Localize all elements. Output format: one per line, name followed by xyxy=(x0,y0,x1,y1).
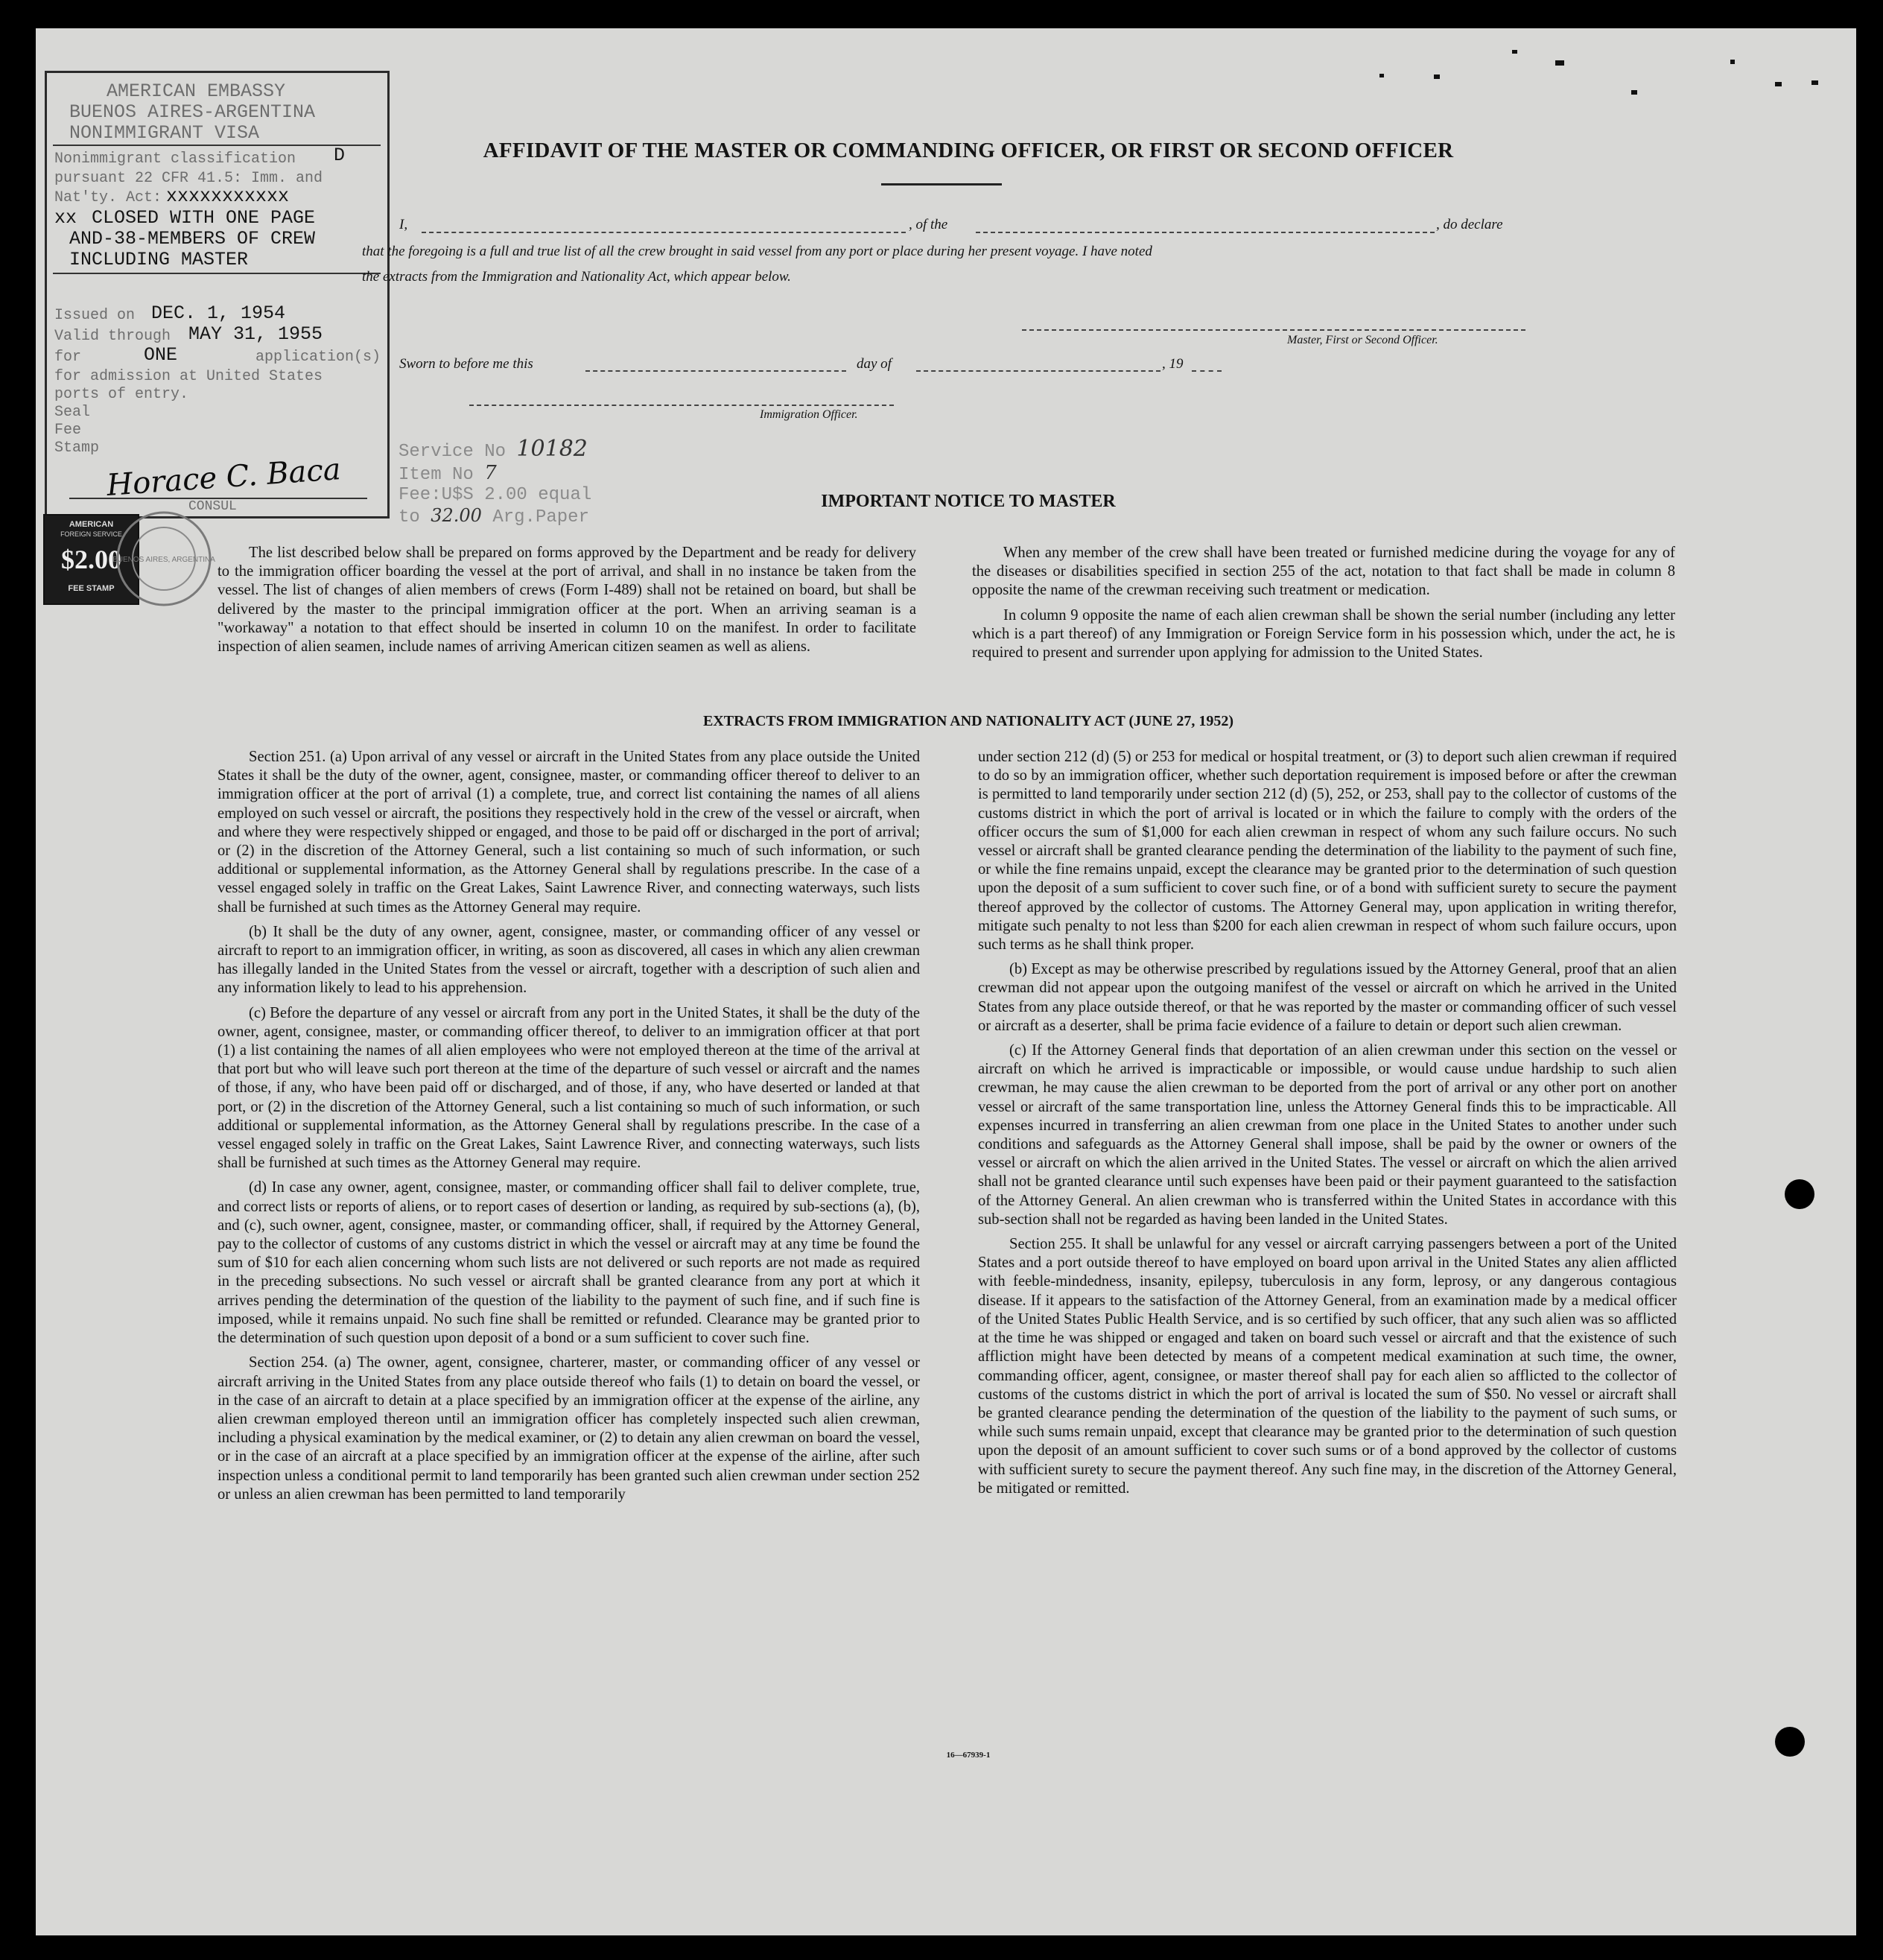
notice-title: IMPORTANT NOTICE TO MASTER xyxy=(821,492,1116,511)
fee-stamp-service: FOREIGN SERVICE xyxy=(60,530,122,538)
extract-section-251d: (d) In case any owner, agent, consignee, master, or commanding officer shall fail to deliver complete, true, and correct lists or reports of aliens, or to report cases of desertion or landing, as required by sub-sections (a), (b), and (c), such owner, agent, consignee, master, or commanding officer, shall, if required by the Attorney General, pay to the collector of customs of any customs district in which the vessel or aircraft may at any time be found the sum of $10 for each alien concerning whom such lists are not delivered or such reports are not made as required in the preceding subsections. No such vessel or aircraft shall be granted clearance from any port at which it arrives pending the determination of the question of the liability to the payment of such fine, and if such fine is imposed, while it remains unpaid. No such fine shall be remitted or refunded. Clearance may be granted prior to the determination of such question upon deposit of a bond or a sum sufficient to cover such fine. xyxy=(217,1179,920,1347)
stamp-issued-value: DEC. 1, 1954 xyxy=(151,302,286,324)
extract-section-251a: Section 251. (a) Upon arrival of any vessel or aircraft in the United States from any place outside the United States it shall be the duty of the owner, agent, consignee, master, or commanding officer thereof to deliver to an immigration officer at the port of arrival (1) a complete, true, and correct list containing the names of all aliens employed on such vessel or aircraft, the positions they respectively hold in the crew of the vessel or aircraft, when and where they were respectively shipped or engaged, and those to be paid off or discharged in the port of arrival; or (2) in the discretion of the Attorney General, such a list containing so much of such information, or such additional or supplemental information, as the Attorney General shall by regulations prescribe. In the case of a vessel engaged solely in traffic on the Great Lakes, Saint Lawrence River, and connecting waterways, such lists shall be furnished at such times as the Attorney General may require. xyxy=(217,749,920,916)
fee-seal-text: BUENOS AIRES, ARGENTINA xyxy=(112,556,215,564)
day-of-label: day of xyxy=(857,356,892,372)
speck xyxy=(1434,74,1440,79)
item-no-value: 7 xyxy=(484,462,497,484)
stamp-class-value: D xyxy=(334,145,346,166)
extracts-left-column xyxy=(217,748,920,1504)
stamp-issued-label: Issued on xyxy=(54,307,136,324)
stamp-for-value: ONE xyxy=(144,344,178,366)
service-no-label: Service No xyxy=(398,442,507,462)
consul-signature: Horace C. Baca xyxy=(105,452,343,503)
fee-stamp-bottom: FEE STAMP xyxy=(68,584,115,593)
stamp-fee: Fee xyxy=(54,422,82,439)
sworn-label: Sworn to before me this xyxy=(399,356,533,372)
punch-hole xyxy=(1775,1727,1805,1757)
item-no-label: Item No xyxy=(398,465,474,485)
fee-line: Fee:U$S 2.00 equal xyxy=(398,485,592,505)
stamp-stamp-word: Stamp xyxy=(54,440,100,457)
affidavit-title: AFFIDAVIT OF THE MASTER OR COMMANDING OFFICER, OR FIRST OR SECOND OFFICER xyxy=(483,139,1454,162)
extract-section-251c: (c) Before the departure of any vessel or aircraft from any port in the United States, it shall be the duty of the owner, agent, consignee, master, or commanding officer thereof, to deliver to an immigration officer at that port (1) a list containing the names of all alien employees who were not employed thereon at the time of the arrival at that port but who will leave such port thereon at the time of the departure of such vessel or aircraft and the names of those, if any, who have been paid off or discharged, and of those, if any, who have deserted or landed at that port, or (2) in the discretion of the Attorney General, such a list containing so much of such information, or such additional or supplemental information, as the Attorney General shall by regulations prescribe. In the case of a vessel engaged solely in traffic on the Great Lakes, Saint Lawrence River, and connecting waterways, such lists shall be furnished at such times as the Attorney General may require. xyxy=(217,1004,920,1172)
stamp-visa-type: NONIMMIGRANT VISA xyxy=(69,122,260,144)
notice-right-paragraph-1: When any member of the crew shall have been treated or furnished medicine during the voyage for any of the diseases or disabilities specified in section 255 of the act, notation to that fact shall be made in column 8 opposite the name of the crewman receiving such treatment or medication. xyxy=(972,545,1675,599)
extract-section-254c: (c) If the Attorney General finds that deportation of an alien crewman under this section on the vessel or aircraft on which he arrived is impracticable or impossible, or would cause undue hardship to such alien crewman, he may cause the alien crewman to be deported from the port of arrival or any other port on another vessel or aircraft of the same transportation line, unless the Attorney General finds this to be impracticable. All expenses incurred in transferring an alien crewman from one place in the United States to another under such conditions and safeguards as the Attorney General shall impose, shall be paid by the owner or owners of the vessel or aircraft on which the alien arrived in the United States. The vessel or aircraft on which the alien arrived shall not be granted clearance until such expenses have been paid or their payment guaranteed to the satisfaction of the Attorney General. An alien crewman who is transferred within the United States in accordance with this sub-section shall not be regarded as having been landed in the United States. xyxy=(978,1042,1677,1228)
speck xyxy=(1730,60,1735,64)
stamp-typed-xx: xx xyxy=(54,207,77,229)
fee-stamp-top: AMERICAN xyxy=(69,520,114,529)
consular-visa-stamp xyxy=(45,71,390,518)
master-signature-field[interactable] xyxy=(1022,329,1525,331)
stamp-valid-value: MAY 31, 1955 xyxy=(188,323,323,345)
stamp-rule xyxy=(53,145,381,146)
extract-section-254b: (b) Except as may be otherwise prescribed by regulations issued by the Attorney General, proof that an alien crewman did not appear upon the outgoing manifest of the vessel or aircraft on which he arrived in the United States from any place outside thereof, or that he was reported by the master or commanding officer of such vessel or aircraft as a deserter, shall be prima facie evidence of a failure to detain or deport such alien crewman. xyxy=(978,961,1677,1034)
notice-left-column xyxy=(217,544,916,656)
sworn-month-field[interactable] xyxy=(916,370,1160,372)
stamp-class-label: Nonimmigrant classification xyxy=(54,150,296,168)
name-field[interactable] xyxy=(422,232,906,233)
arg-paper: Arg.Paper xyxy=(492,507,589,527)
stamp-pursuant: pursuant 22 CFR 41.5: Imm. and xyxy=(54,170,323,187)
year-label: , 19 xyxy=(1162,356,1184,372)
title-rule xyxy=(881,183,1002,185)
service-no-value: 10182 xyxy=(516,436,588,462)
punch-hole xyxy=(1785,1179,1814,1209)
speck xyxy=(1555,60,1564,66)
affidavit-i-label: I, xyxy=(399,217,408,232)
speck xyxy=(1775,82,1782,86)
stamp-typed-line2: AND-38-MEMBERS OF CREW xyxy=(69,228,316,250)
speck xyxy=(1379,74,1384,77)
notice-right-paragraph-2: In column 9 opposite the name of each alien crewman shall be shown the serial number (including any letter which is a part thereof) of any Immigration or Foreign Service form in his possession which, under the act, he is required to present and surrender upon applying for admission to the United States. xyxy=(972,606,1675,662)
stamp-admission: for admission at United States xyxy=(54,368,323,385)
fee-seal xyxy=(112,507,216,611)
stamp-typed-line3: INCLUDING MASTER xyxy=(69,249,249,270)
sworn-year-field[interactable] xyxy=(1192,370,1222,372)
stamp-consul: CONSUL xyxy=(188,499,237,514)
affidavit-do-declare: , do declare xyxy=(1436,217,1503,232)
affidavit-line3: the extracts from the Immigration and Nationality Act, which appear below. xyxy=(362,269,791,285)
stamp-seal: Seal xyxy=(54,404,91,421)
vessel-field[interactable] xyxy=(976,232,1435,233)
stamp-nat-act-label: Nat'ty. Act: xyxy=(54,189,162,206)
speck xyxy=(1512,50,1517,54)
stamp-nat-act-value: xxxxxxxxxxx xyxy=(166,185,290,207)
affidavit-of-the: , of the xyxy=(909,217,948,232)
extracts-right-column xyxy=(978,748,1677,1498)
speck xyxy=(1631,90,1637,95)
master-signature-label: Master, First or Second Officer. xyxy=(1287,334,1438,346)
extracts-title: EXTRACTS FROM IMMIGRATION AND NATIONALITY ACT (JUNE 27, 1952) xyxy=(702,713,1234,729)
affidavit-line2: that the foregoing is a full and true list of all the crew brought in said vessel from any port or place during her present voyage. I have noted xyxy=(362,244,1152,259)
fee-stamp-amount: $2.00 xyxy=(61,545,121,574)
extract-section-255: Section 255. It shall be unlawful for any vessel or aircraft carrying passengers between a port of the United States and a port outside thereof to have employed on board upon arrival in the United States any alien afflicted with feeble-mindedness, insanity, epilepsy, tuberculosis in any form, leprosy, or any dangerous contagious disease. If it appears to the satisfaction of the Attorney General, from an examination made by a medical officer of the United States Public Health Service, and is so certified by such officer, that any such alien was so afflicted at the time he was shipped or engaged and taken on board such vessel or aircraft and that the existence of such affliction might have been detected by means of a competent medical examination at such time, the owner, commanding officer, agent, consignee, or master thereof shall pay for each alien so afflicted to the collector of customs of the customs district in which the port of arrival is located the sum of $50. No vessel or aircraft shall be granted clearance pending the determination of the question of the liability to the payment of such sums, or while such sums remain unpaid, except that clearance may be granted prior to the determination of such question upon the deposit of an amount sufficient to cover such sums or of a bond approved by the collector of customs with sufficient surety to secure the payment thereof. Any such fine may, in the discretion of the Attorney General, be mitigated or remitted. xyxy=(978,1236,1677,1497)
stamp-ports: ports of entry. xyxy=(54,386,189,403)
stamp-typed-line1: CLOSED WITH ONE PAGE xyxy=(92,207,316,229)
notice-right-column xyxy=(972,544,1675,662)
stamp-embassy: AMERICAN EMBASSY xyxy=(107,80,286,102)
stamp-for-label: for xyxy=(54,349,82,366)
extract-section-254a-cont: under section 212 (d) (5) or 253 for medical or hospital treatment, or (3) to deport such alien crewman if required to do so by an immigration officer, whether such deportation requirement is imposed before or after the crewman is permitted to land temporarily under section 212 (d) (5), 252, or 253, shall pay to the collector of customs of the customs district in which the port of arrival is located or in which the failure to comply with the orders of the officer occurs the sum of $1,000 for each alien crewman in respect of whom any such failure occurs. No such vessel or aircraft shall be granted clearance pending the determination of the liability to the payment of such fine, or while the fine remains unpaid, except the clearance may be granted prior to the determination of such question upon the deposit of a sum sufficient to cover such fine, or of a bond with sufficient surety to secure the payment thereof approved by the collector of customs. The Attorney General may, upon application in writing therefor, mitigate such penalty to not less than $200 for each alien crewman in respect of whom such failure occurs, upon such terms as he shall think proper. xyxy=(978,749,1677,954)
speck xyxy=(1811,80,1818,85)
extract-section-251b: (b) It shall be the duty of any owner, agent, consignee, master, or commanding officer of any vessel or aircraft to report to an immigration officer, in writing, as soon as discovered, all cases in which any alien crewman has illegally landed in the United States from the vessel or aircraft, together with a description of such alien and any information likely to lead to his apprehension. xyxy=(217,923,920,997)
immigration-officer-field[interactable] xyxy=(469,405,894,406)
extract-section-254a: Section 254. (a) The owner, agent, consignee, charterer, master, or commanding officer of any vessel or aircraft arriving in the United States from any place outside thereof who fails (1) to detain on board the vessel, or in the case of an aircraft to detain at a place specified by an immigration officer at the expense of the airline, any alien crewman employed thereon until an immigration officer has completely inspected such alien crewman, including a physical examination by the medical examiner, or (2) to detain any alien crewman on board the vessel, or in the case of an aircraft at a place specified by an immigration officer at the expense of the airline, after such inspection unless a conditional permit to land temporarily has been granted such alien crewman under section 252 or unless an alien crewman has been permitted to land temporarily xyxy=(217,1354,920,1503)
stamp-applications: application(s) xyxy=(255,349,381,366)
to-value: 32.00 xyxy=(431,505,482,526)
service-stamp xyxy=(398,436,591,527)
notice-left-paragraph: The list described below shall be prepared on forms approved by the Department and be ready for delivery to the immigration officer boarding the vessel at the port of arrival, and shall in no instance be taken from the vessel. The list of changes of alien members of crews (Form I-489) shall not be retained on board, but shall be delivered by the master to the principal immigration officer at the port. When an arriving seaman is a "workaway" a notation to that effect should be inserted in column 10 on the manifest. In order to facilitate inspection of alien seamen, include names of arriving American citizen seamen as well as aliens. xyxy=(217,545,916,656)
form-number: 16—67939-1 xyxy=(946,1751,991,1760)
stamp-city: BUENOS AIRES-ARGENTINA xyxy=(69,101,316,123)
stamp-rule xyxy=(53,273,381,274)
immigration-officer-label: Immigration Officer. xyxy=(760,408,858,421)
stamp-valid-label: Valid through xyxy=(54,328,171,345)
sworn-day-field[interactable] xyxy=(585,370,846,372)
to-label: to xyxy=(398,507,420,527)
